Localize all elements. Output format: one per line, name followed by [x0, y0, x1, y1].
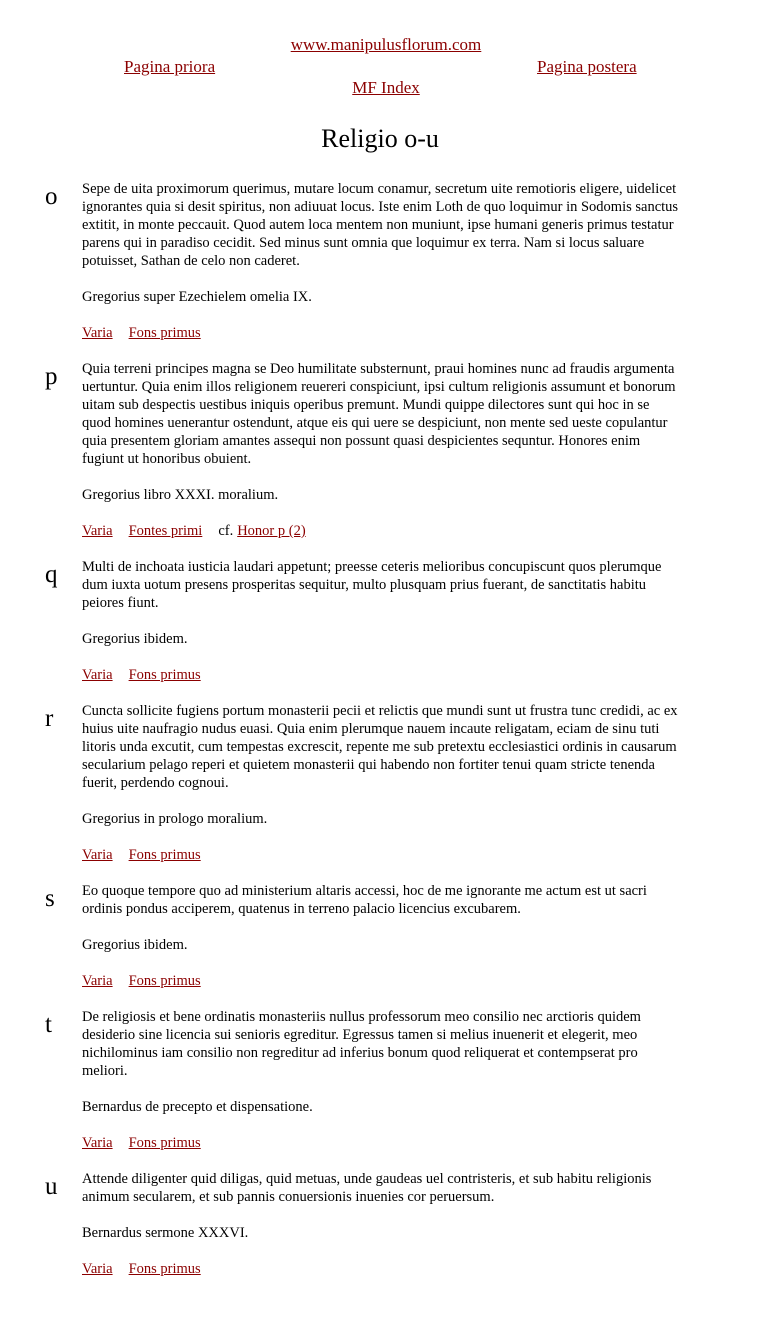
entry-links: [82, 522, 682, 558]
fons-link[interactable]: Fontes primi: [128, 523, 203, 539]
varia-link[interactable]: Varia: [82, 325, 113, 341]
page-header: [0, 0, 768, 110]
entry-letter: t: [45, 1011, 52, 1038]
cf-label: cf.: [218, 523, 234, 539]
varia-link[interactable]: Varia: [82, 667, 113, 683]
entry-source: Gregorius libro XXXI. moralium.: [82, 487, 279, 503]
varia-link[interactable]: Varia: [82, 973, 113, 989]
entry-links: [82, 666, 682, 702]
fons-link[interactable]: Fons primus: [128, 325, 201, 341]
entry-letter: p: [45, 363, 58, 390]
entry-source: Bernardus sermone XXXVI.: [82, 1225, 249, 1241]
entry-o: [0, 180, 682, 360]
entry-text: Cuncta sollicite fugiens portum monasterii pecii et relictis que mundi sunt ut frustra tunc credidi, ac ex huius uite naufragio nudus euasi. Quia enim plerumque nauem incaute religatam, eciam de sinu tuti litoris unda excutit, cum tempestas excrescit, repente me sub pretextu ecclesiastici ordinis in causarum secularium pelago reperi et quietem monasterii qui habendo non fortiter tenui quam stricte tenenda fuerit, perdendo cognoui.: [82, 703, 678, 791]
entry-letter: q: [45, 561, 58, 588]
entry-letter: u: [45, 1173, 58, 1200]
fons-link[interactable]: Fons primus: [128, 1135, 201, 1151]
entry-text: Multi de inchoata iusticia laudari appetunt; preesse ceteris melioribus concupiscunt quos plerumque dum iuxta uotum presens prosperitas sequitur, multo plusquam prius fuerant, de sanctitatis habitu peiores fiunt.: [82, 559, 662, 611]
entry-p: [0, 360, 682, 558]
fons-link[interactable]: Fons primus: [128, 1261, 201, 1277]
entry-text: Quia terreni principes magna se Deo humilitate substernunt, praui homines nunc ad fraudis argumenta uertuntur. Quia enim illos religionem reuereri conspiciunt, ipsi cultum religionis assumunt et bonorum uitam sub despectis uestibus iniquis operibus premunt. Mundi quippe dilectores sunt qui hoc in se quod homines uenerantur ostendunt, atque eis qui uere se despiciunt, non mente sed ueste copulantur quia presentem gloriam amantes assequi non possunt quasi despicientes sequntur. Honores enim fugiunt ut honoribus obuient.: [82, 361, 676, 467]
entry-links: [82, 846, 682, 882]
entry-text: De religiosis et bene ordinatis monasteriis nullus professorum meo consilio nec arctioris quidem desiderio sine licencia sui senioris egreditur. Egressus tamen si melius inuenerit et elegerit, meo nichilominus iam consilio non regreditur ad inferius bonum quod reliquerat et contempserat pro meliori.: [82, 1009, 641, 1079]
fons-link[interactable]: Fons primus: [128, 667, 201, 683]
entry-q: [0, 558, 682, 702]
page-title: Religio o-u: [321, 124, 439, 153]
site-link[interactable]: www.manipulusflorum.com: [290, 35, 482, 54]
entry-source: Gregorius in prologo moralium.: [82, 811, 268, 827]
entry-source: Gregorius ibidem.: [82, 937, 188, 953]
index-link-row: [0, 78, 768, 98]
entry-text: Attende diligenter quid diligas, quid metuas, unde gaudeas uel contristeris, et sub habitu religionis animum secularem, et sub pannis conuersionis inuenies cor peruersum.: [82, 1171, 652, 1205]
entry-letter: s: [45, 885, 55, 912]
entry-letter: o: [45, 183, 58, 210]
varia-link[interactable]: Varia: [82, 1261, 113, 1277]
fons-link[interactable]: Fons primus: [128, 973, 201, 989]
entry-links: [82, 972, 682, 1008]
cross-reference-link[interactable]: Honor p (2): [237, 523, 306, 539]
entry-links: [82, 1134, 682, 1170]
fons-link[interactable]: Fons primus: [128, 847, 201, 863]
entry-text: Sepe de uita proximorum querimus, mutare locum conamur, secretum uite remotioris eligere, uidelicet ignorantes quia si desit spiritus, non adiuuat locus. Iste enim Loth de quo loquimur in Sodomis sanctus extitit, in monte peccauit. Quod autem loca mentem non muniunt, ipse humani generis primus testatur parens qui in paradiso cecidit. Sed minus sunt omnia que loquimur ex terra. Nam si locus saluare potuisset, Sathan de celo non caderet.: [82, 181, 679, 269]
entry-source: Gregorius super Ezechielem omelia IX.: [82, 289, 312, 305]
entry-text: Eo quoque tempore quo ad ministerium altaris accessi, hoc de me ignorante me actum est ut sacri ordinis pondus acciperem, quatenus in terreno palacio licencius excubarem.: [82, 883, 647, 917]
varia-link[interactable]: Varia: [82, 847, 113, 863]
entry-links: [82, 1260, 682, 1296]
entry-source: Bernardus de precepto et dispensatione.: [82, 1099, 313, 1115]
entry-letter: r: [45, 705, 54, 732]
entry-u: [0, 1170, 682, 1296]
prev-page-link[interactable]: Pagina priora: [124, 57, 216, 76]
site-link-row: [0, 35, 768, 55]
entry-s: [0, 882, 682, 1008]
entry-links: [82, 324, 682, 360]
mf-index-link[interactable]: MF Index: [352, 78, 420, 97]
entry-r: [0, 702, 682, 882]
entries-list: [0, 180, 768, 1296]
varia-link[interactable]: Varia: [82, 523, 113, 539]
entry-t: [0, 1008, 682, 1170]
entry-source: Gregorius ibidem.: [82, 631, 188, 647]
next-page-link[interactable]: Pagina postera: [537, 57, 637, 76]
varia-link[interactable]: Varia: [82, 1135, 113, 1151]
